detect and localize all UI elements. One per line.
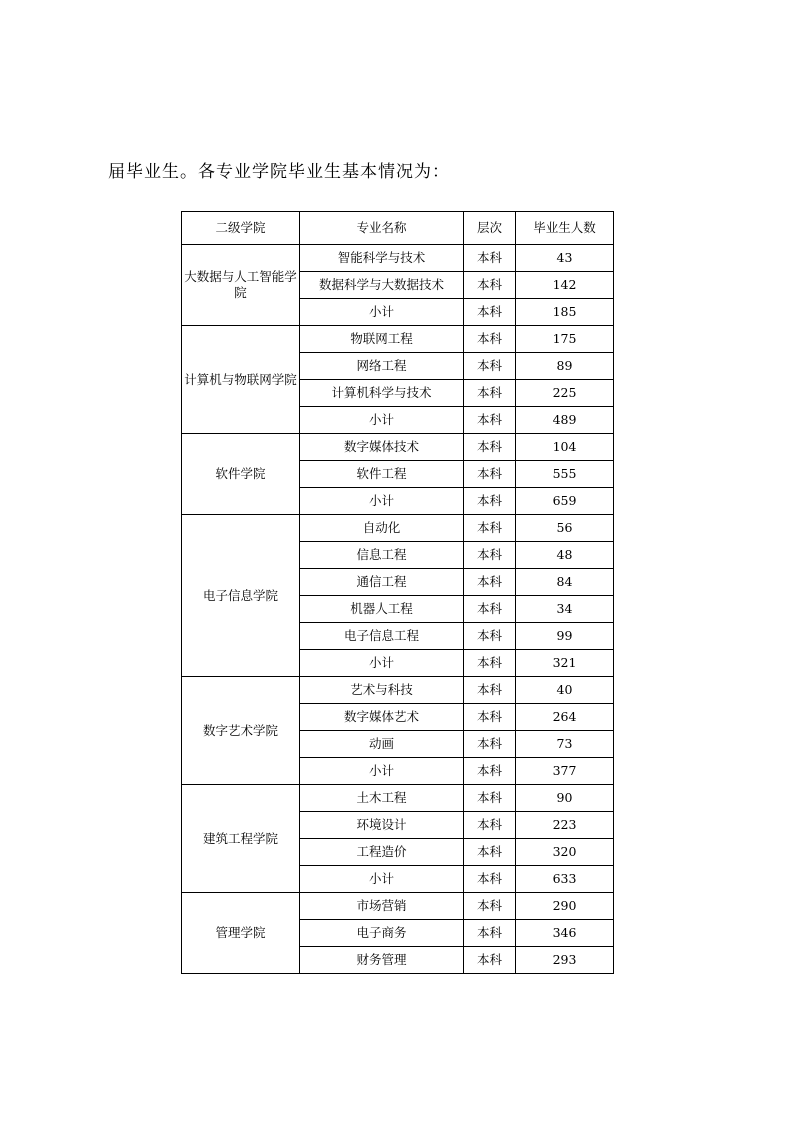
count-cell: 293	[516, 947, 614, 974]
column-header-college: 二级学院	[182, 212, 300, 245]
count-cell: 142	[516, 272, 614, 299]
major-cell: 市场营销	[300, 893, 464, 920]
major-cell: 机器人工程	[300, 596, 464, 623]
major-cell: 信息工程	[300, 542, 464, 569]
level-cell: 本科	[464, 353, 516, 380]
count-cell: 290	[516, 893, 614, 920]
count-cell: 40	[516, 677, 614, 704]
major-cell: 财务管理	[300, 947, 464, 974]
major-cell: 电子信息工程	[300, 623, 464, 650]
column-header-major: 专业名称	[300, 212, 464, 245]
college-cell: 数字艺术学院	[182, 677, 300, 785]
major-cell: 数字媒体艺术	[300, 704, 464, 731]
level-cell: 本科	[464, 245, 516, 272]
college-cell: 计算机与物联网学院	[182, 326, 300, 434]
major-cell: 电子商务	[300, 920, 464, 947]
major-cell: 小计	[300, 407, 464, 434]
count-cell: 99	[516, 623, 614, 650]
table-row	[182, 785, 614, 812]
table-header-row	[182, 212, 614, 245]
major-cell: 工程造价	[300, 839, 464, 866]
level-cell: 本科	[464, 947, 516, 974]
level-cell: 本科	[464, 650, 516, 677]
major-cell: 小计	[300, 299, 464, 326]
major-cell: 通信工程	[300, 569, 464, 596]
college-cell: 软件学院	[182, 434, 300, 515]
level-cell: 本科	[464, 569, 516, 596]
column-header-level: 层次	[464, 212, 516, 245]
level-cell: 本科	[464, 839, 516, 866]
count-cell: 43	[516, 245, 614, 272]
level-cell: 本科	[464, 515, 516, 542]
count-cell: 84	[516, 569, 614, 596]
count-cell: 223	[516, 812, 614, 839]
count-cell: 321	[516, 650, 614, 677]
college-cell: 管理学院	[182, 893, 300, 974]
count-cell: 56	[516, 515, 614, 542]
level-cell: 本科	[464, 407, 516, 434]
table-header	[182, 212, 614, 245]
table-row	[182, 515, 614, 542]
count-cell: 185	[516, 299, 614, 326]
count-cell: 90	[516, 785, 614, 812]
count-cell: 48	[516, 542, 614, 569]
table-row	[182, 677, 614, 704]
major-cell: 自动化	[300, 515, 464, 542]
intro-paragraph: 届毕业生。各专业学院毕业生基本情况为：	[108, 162, 450, 182]
level-cell: 本科	[464, 299, 516, 326]
column-header-count: 毕业生人数	[516, 212, 614, 245]
level-cell: 本科	[464, 434, 516, 461]
count-cell: 633	[516, 866, 614, 893]
count-cell: 104	[516, 434, 614, 461]
major-cell: 数据科学与大数据技术	[300, 272, 464, 299]
major-cell: 小计	[300, 758, 464, 785]
major-cell: 环境设计	[300, 812, 464, 839]
major-cell: 计算机科学与技术	[300, 380, 464, 407]
table-row	[182, 245, 614, 272]
major-cell: 土木工程	[300, 785, 464, 812]
major-cell: 软件工程	[300, 461, 464, 488]
level-cell: 本科	[464, 488, 516, 515]
level-cell: 本科	[464, 542, 516, 569]
graduates-table	[181, 211, 614, 974]
level-cell: 本科	[464, 866, 516, 893]
major-cell: 数字媒体技术	[300, 434, 464, 461]
level-cell: 本科	[464, 380, 516, 407]
count-cell: 34	[516, 596, 614, 623]
count-cell: 489	[516, 407, 614, 434]
college-cell: 大数据与人工智能学院	[182, 245, 300, 326]
table-row	[182, 434, 614, 461]
college-cell: 电子信息学院	[182, 515, 300, 677]
major-cell: 物联网工程	[300, 326, 464, 353]
level-cell: 本科	[464, 758, 516, 785]
count-cell: 225	[516, 380, 614, 407]
level-cell: 本科	[464, 785, 516, 812]
level-cell: 本科	[464, 704, 516, 731]
table-row	[182, 893, 614, 920]
college-cell: 建筑工程学院	[182, 785, 300, 893]
count-cell: 175	[516, 326, 614, 353]
level-cell: 本科	[464, 326, 516, 353]
count-cell: 346	[516, 920, 614, 947]
major-cell: 网络工程	[300, 353, 464, 380]
major-cell: 小计	[300, 488, 464, 515]
level-cell: 本科	[464, 461, 516, 488]
count-cell: 320	[516, 839, 614, 866]
table-body	[182, 245, 614, 974]
major-cell: 动画	[300, 731, 464, 758]
level-cell: 本科	[464, 920, 516, 947]
major-cell: 小计	[300, 866, 464, 893]
count-cell: 555	[516, 461, 614, 488]
graduates-table-container	[181, 211, 613, 974]
level-cell: 本科	[464, 623, 516, 650]
count-cell: 377	[516, 758, 614, 785]
table-row	[182, 326, 614, 353]
count-cell: 89	[516, 353, 614, 380]
major-cell: 智能科学与技术	[300, 245, 464, 272]
level-cell: 本科	[464, 893, 516, 920]
level-cell: 本科	[464, 272, 516, 299]
count-cell: 659	[516, 488, 614, 515]
major-cell: 小计	[300, 650, 464, 677]
count-cell: 73	[516, 731, 614, 758]
count-cell: 264	[516, 704, 614, 731]
level-cell: 本科	[464, 812, 516, 839]
level-cell: 本科	[464, 596, 516, 623]
major-cell: 艺术与科技	[300, 677, 464, 704]
level-cell: 本科	[464, 677, 516, 704]
level-cell: 本科	[464, 731, 516, 758]
